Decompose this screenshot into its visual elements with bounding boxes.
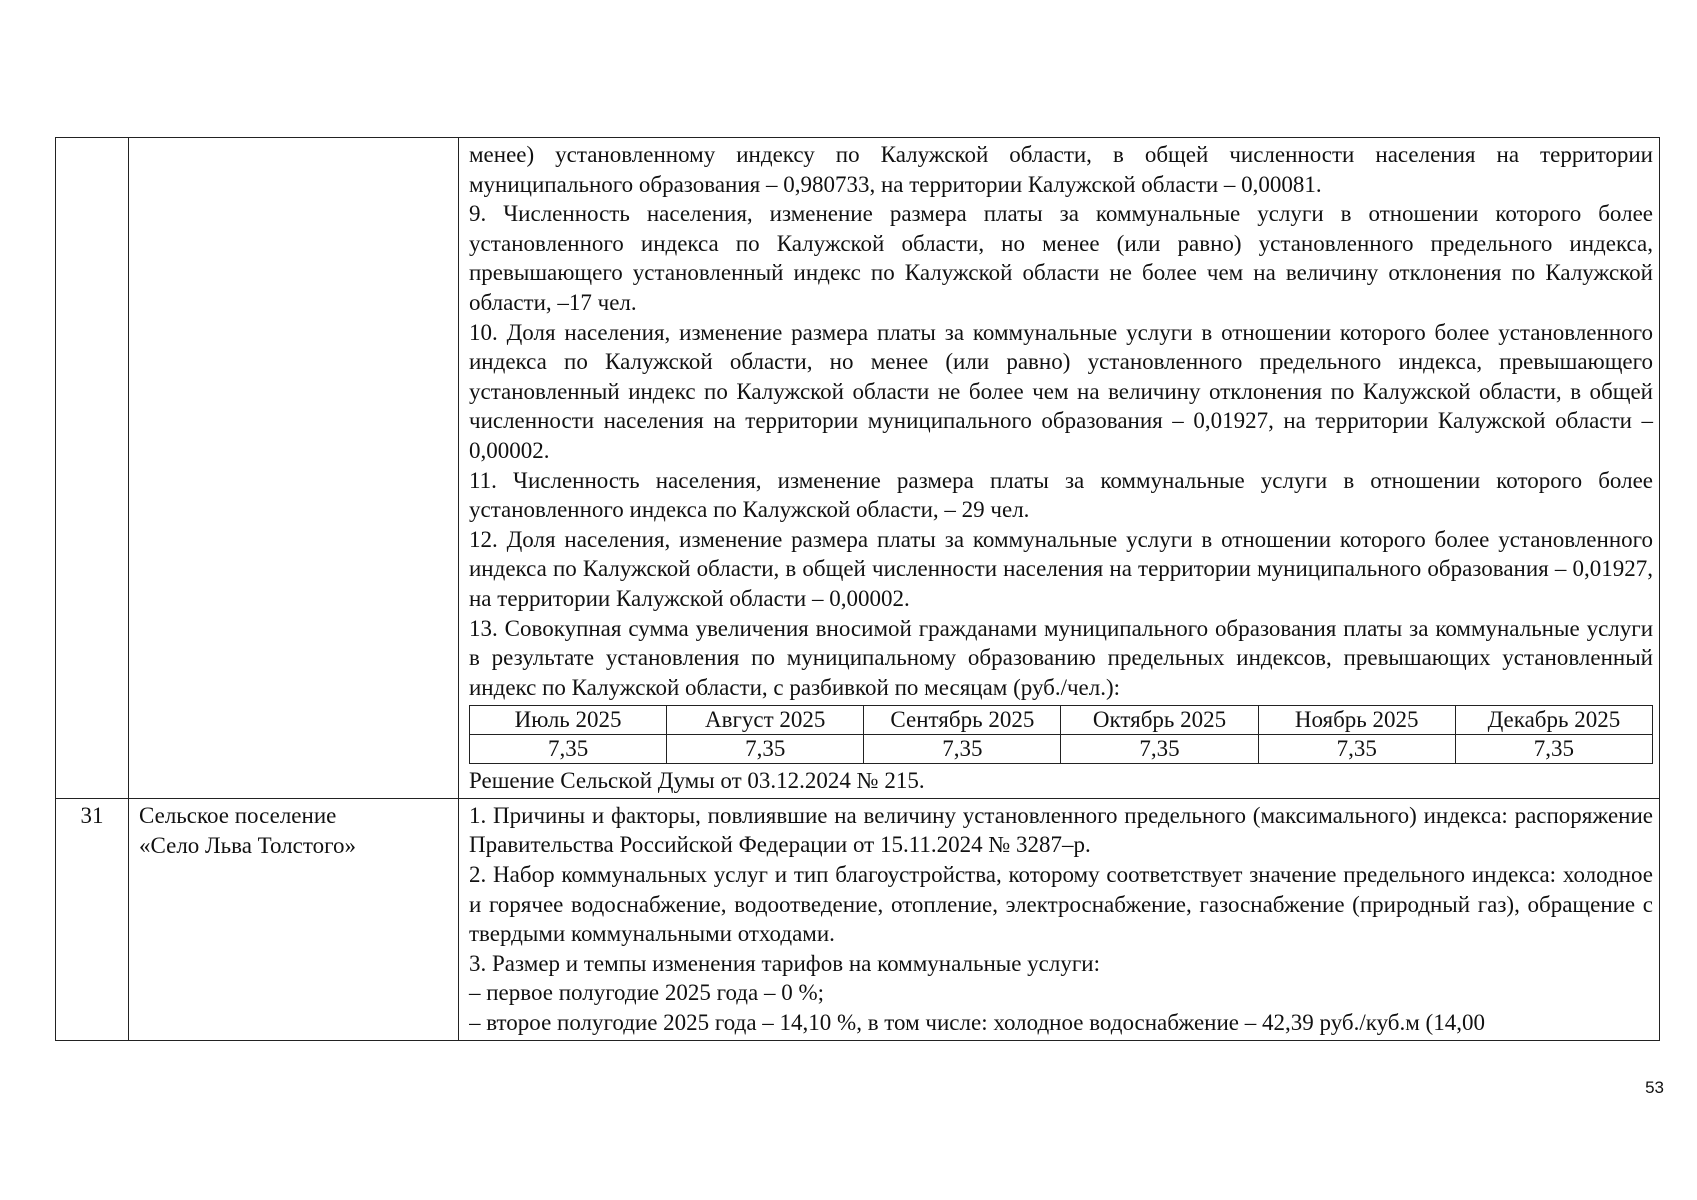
municipality-name-line: «Село Льва Толстого» — [139, 832, 356, 858]
data-table — [55, 137, 1660, 1041]
month-header: Декабрь 2025 — [1455, 706, 1652, 735]
paragraph: менее) установленному индексу по Калужской области, в общей численности населения на территории муниципального образования – 0,980733, на территории Калужской области – 0,00081. — [469, 142, 1653, 197]
monthly-sum-table — [469, 705, 1653, 764]
month-value: 7,35 — [1455, 735, 1652, 764]
month-value: 7,35 — [864, 735, 1061, 764]
paragraph: – второе полугодие 2025 года – 14,10 %, в том числе: холодное водоснабжение – 42,39 руб./куб.м (14,00 — [469, 1010, 1485, 1036]
municipality-cell — [129, 798, 459, 1040]
paragraph: 3. Размер и темпы изменения тарифов на коммунальные услуги: — [469, 950, 1100, 976]
month-header: Октябрь 2025 — [1061, 706, 1258, 735]
paragraph: 10. Доля населения, изменение размера платы за коммунальные услуги в отношении которого более установленного индекса по Калужской области, но менее (или равно) установленного предельного индекса, превышающего установленный индекс по Калужской области не более чем на величину отклонения по Калужской области, в общей численности населения на территории муниципального образования – 0,01927, на территории Калужской области – 0,00002. — [469, 319, 1653, 463]
paragraph: 11. Численность населения, изменение размера платы за коммунальные услуги в отношении которого более установленного индекса по Калужской области, – 29 чел. — [469, 467, 1653, 523]
paragraph: – первое полугодие 2025 года – 0 %; — [469, 980, 825, 1006]
paragraph: 12. Доля населения, изменение размера платы за коммунальные услуги в отношении которого более установленного индекса по Калужской области, в общей численности населения на территории муниципального образования – 0,01927, на территории Калужской области – 0,00002. — [469, 526, 1653, 611]
row-number-cell — [56, 138, 129, 799]
month-value-row — [470, 735, 1653, 764]
decision-reference: Решение Сельской Думы от 03.12.2024 № 215. — [469, 768, 925, 794]
month-header: Август 2025 — [667, 706, 864, 735]
month-value: 7,35 — [470, 735, 667, 764]
municipality-name-line: Сельское поселение — [139, 802, 337, 828]
month-value: 7,35 — [1258, 735, 1455, 764]
month-header: Сентябрь 2025 — [864, 706, 1061, 735]
table-row — [56, 138, 1660, 799]
table-row — [56, 798, 1660, 1040]
description-cell — [459, 798, 1660, 1040]
paragraph: 2. Набор коммунальных услуг и тип благоустройства, которому соответствует значение предельного индекса: холодное и горячее водоснабжение, водоотведение, отопление, электроснабжение, газоснабжение (природный газ), обращение с твердыми коммунальными отходами. — [469, 862, 1653, 947]
row-number-cell: 31 — [56, 798, 129, 1040]
month-value: 7,35 — [1061, 735, 1258, 764]
month-header: Ноябрь 2025 — [1258, 706, 1455, 735]
paragraph: 1. Причины и факторы, повлиявшие на величину установленного предельного (максимального) индекса: распоряжение Правительства Российской Федерации от 15.11.2024 № 3287–р. — [469, 802, 1653, 858]
paragraph: 9. Численность населения, изменение размера платы за коммунальные услуги в отношении которого более установленного индекса по Калужской области, но менее (или равно) установленного предельного индекса, превышающего установленный индекс по Калужской области не более чем на величину отклонения по Калужской области, –17 чел. — [469, 201, 1653, 315]
description-cell — [459, 138, 1660, 799]
month-header: Июль 2025 — [470, 706, 667, 735]
municipality-cell — [129, 138, 459, 799]
month-value: 7,35 — [667, 735, 864, 764]
page-number: 53 — [1645, 1078, 1664, 1097]
paragraph: 13. Совокупная сумма увеличения вносимой гражданами муниципального образования платы за коммунальные услуги в результате установления по муниципальному образованию предельных индексов, превышающих установленный индекс по Калужской области, с разбивкой по месяцам (руб./чел.): — [469, 615, 1653, 700]
month-header-row — [470, 706, 1653, 735]
